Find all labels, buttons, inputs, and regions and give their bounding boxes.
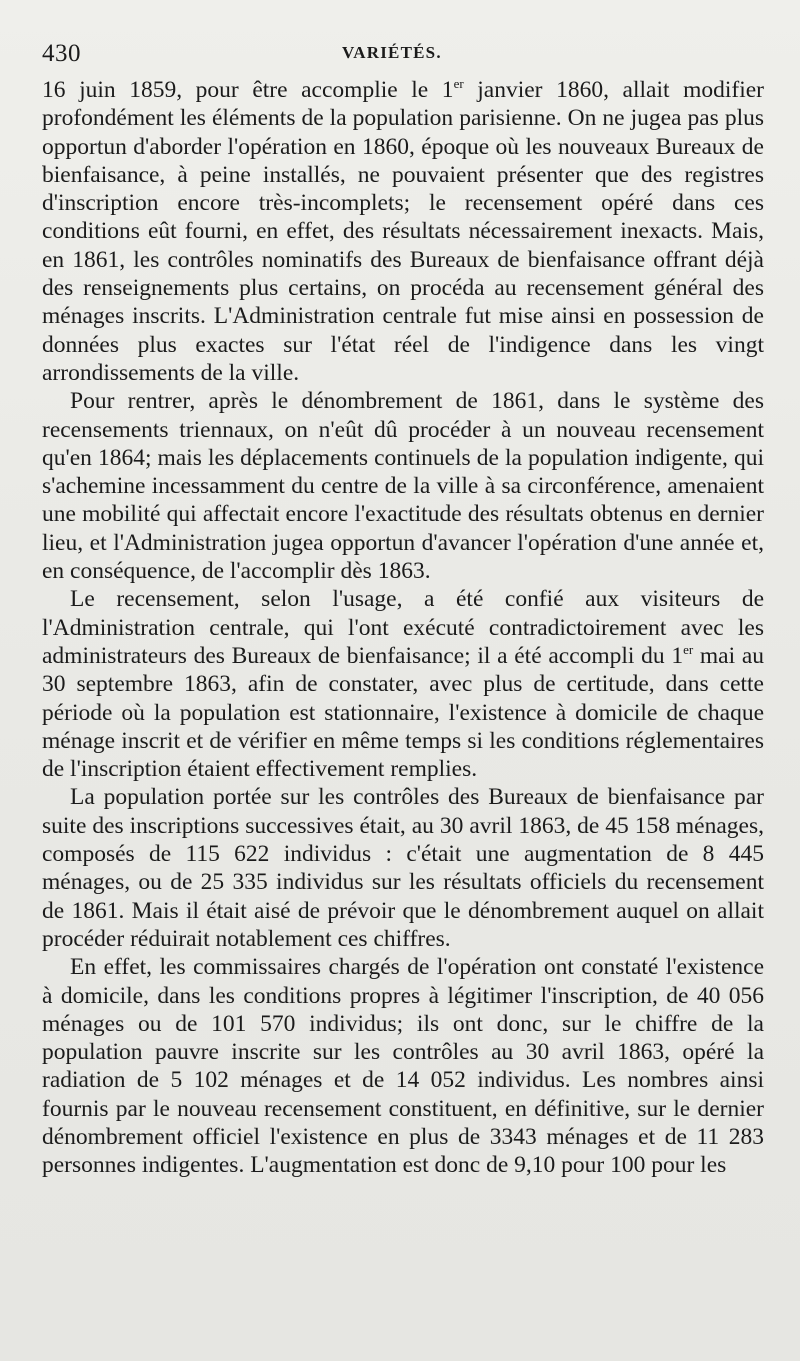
paragraph-2 — [42, 387, 764, 585]
body-text — [42, 76, 764, 1180]
paragraph-3-text-cont: mai au 30 septembre 1863, afin de constater, avec plus de certitude, dans cette période où la population est stationnaire, l'existence à domicile de chaque ménage inscrit et de vérifier en même temps si les conditions réglementaires de l'inscription étaient effectivement remplies. — [42, 642, 764, 783]
running-head: VARIÉTÉS. — [342, 43, 442, 62]
paragraph-1-text-cont: janvier 1860, allait modifier profondément les éléments de la population parisienne. On ne jugea pas plus opportun d'aborder l'opération en 1860, époque où les nouveaux Bureaux de bienfaisance, à peine installés, ne pouvaient présenter que des registres d'inscription encore très-incomplets; le recensement opéré dans ces conditions eût fourni, en effet, des résultats nécessairement inexacts. Mais, en 1861, les contrôles nominatifs des Bureaux de bienfaisance offrant déjà des renseignements plus certains, on procéda au recensement général des ménages inscrits. L'Administration centrale fut mise ainsi en possession de données plus exactes sur l'état réel de l'indigence dans les vingt arrondissements de la ville. — [42, 77, 765, 386]
paragraph-4-text: La population portée sur les contrôles des Bureaux de bienfaisance par suite des inscriptions successives était, au 30 avril 1863, de 45 158 ménages, composés de 115 622 individus : c'était une augmentation de 8 445 ménages, ou de 25 335 individus sur les résultats officiels du recensement de 1861. Mais il était aisé de prévoir que le dénombrement auquel on allait procéder réduirait notablement ces chiffres. — [42, 784, 764, 952]
paragraph-3-text: Le recensement, selon l'usage, a été confié aux visiteurs de l'Administration centrale, qui l'ont exécuté contradictoirement avec les administrateurs des Bureaux de bienfaisance; il a été accompli du 1 — [42, 586, 764, 669]
paragraph-4 — [42, 783, 764, 953]
paragraph-2-text: Pour rentrer, après le dénombrement de 1861, dans le système des recensements triennaux, on n'eût dû procéder à un nouveau recensement qu'en 1864; mais les déplacements continuels de la population indigente, qui s'achemine incessamment du centre de la ville à sa circonférence, amenaient une mobilité qui affectait encore l'exactitude des résultats obtenus en dernier lieu, et l'Administration jugea opportun d'avancer l'opération d'une année et, en conséquence, de l'accomplir dès 1863. — [42, 388, 764, 585]
paragraph-1-text: 16 juin 1859, pour être accomplie le 1 — [42, 77, 454, 103]
page-header — [42, 26, 764, 76]
paragraph-5-text: En effet, les commissaires chargés de l'opération ont constaté l'existence à domicile, dans les conditions propres à légitimer l'inscription, de 40 056 ménages ou de 101 570 individus; ils ont donc, sur le chiffre de la population pauvre inscrite sur les contrôles au 30 avril 1863, opéré la radiation de 5 102 ménages et de 14 052 individus. Les nombres ainsi fournis par le nouveau recensement constituent, en définitive, sur le dernier dénombrement officiel l'existence en plus de 3343 ménages et de 11 283 personnes indigentes. L'augmentation est donc de 9,10 pour 100 pour les — [42, 954, 764, 1179]
ordinal-superscript: er — [453, 76, 464, 92]
ordinal-superscript: er — [683, 642, 694, 658]
page-number: 430 — [42, 40, 81, 67]
paragraph-3 — [42, 585, 764, 783]
paragraph-1 — [42, 76, 764, 387]
paragraph-5 — [42, 953, 764, 1179]
